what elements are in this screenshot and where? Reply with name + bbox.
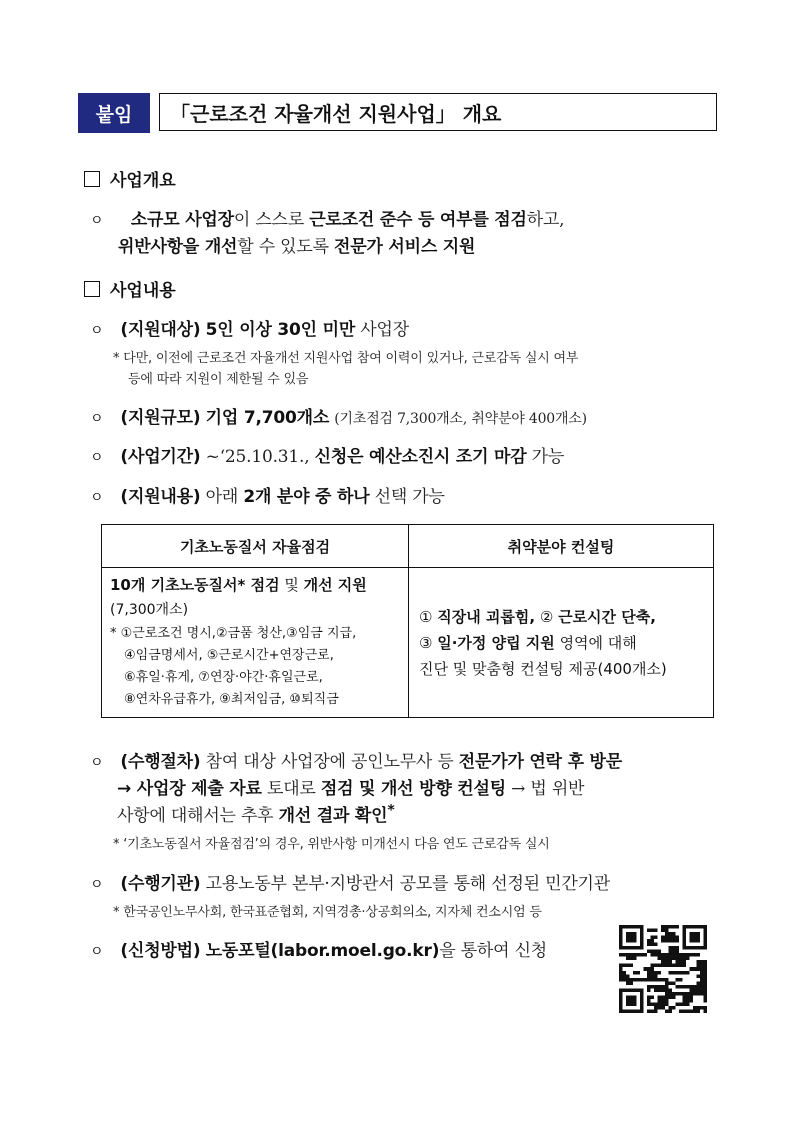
period-line: ㅇ (사업기간) ~‘25.10.31., 신청은 예산소진시 조기 마감 가능	[90, 447, 565, 467]
bullet-icon: ㅇ	[90, 411, 104, 427]
table-cell-consulting: ① 직장내 괴롭힘, ② 근로시간 단축, ③ 일·가정 양립 지원 영역에 대해 진단 및 맞춤형 컨설팅 제공(400개소)	[409, 568, 714, 718]
section-content	[84, 276, 176, 301]
basic-check-count: (7,300개소)	[110, 602, 189, 618]
procedure-note: * ‘기초노동질서 자율점검’의 경우, 위반사항 미개선시 다음 연도 근로감독 실시	[113, 837, 550, 852]
section-overview	[84, 166, 176, 191]
bullet-icon: ㅇ	[90, 490, 104, 506]
agency-line: ㅇ (수행기관) 고용노동부 본부·지방관서 공모를 통해 선정된 민간기관	[90, 874, 610, 894]
basic-check-items: * ①근로조건 명시,②금품 청산,③임금 지급, ④임금명세서, ⑤근로시간+연장근로, ⑥휴일·휴게, ⑦연장·야간·휴일근로, ⑧연차유급휴가, ⑨최저임금, ⑩퇴직금	[110, 626, 357, 707]
page-title: 「근로조건 자율개선 지원사업」 개요	[159, 93, 717, 131]
procedure-line-3: 사항에 대해서는 추후 개선 결과 확인*	[117, 802, 395, 826]
bullet-icon: ㅇ	[90, 450, 104, 466]
basic-check-title: 10개 기초노동질서* 점검 및 개선 지원	[110, 576, 367, 594]
procedure-line-2: → 사업장 제출 자료 토대로 점검 및 개선 방향 컨설팅 → 법 위반	[117, 779, 585, 799]
qr-code-icon[interactable]	[619, 925, 707, 1013]
target-note-1: * 다만, 이전에 근로조건 자율개선 지원사업 참여 이력이 있거나, 근로감독 실시 여부	[113, 351, 579, 366]
overview-line-1: ㅇ 소규모 사업장이 스스로 근로조건 준수 등 여부를 점검하고,	[90, 210, 565, 230]
attachment-badge: 붙임	[78, 93, 150, 133]
scale-line: ㅇ (지원규모) 기업 7,700개소 (기초점검 7,300개소, 취약분야 400개소)	[90, 408, 587, 428]
table-header-consulting: 취약분야 컨설팅	[409, 525, 714, 568]
support-content-line: ㅇ (지원내용) 아래 2개 분야 중 하나 선택 가능	[90, 487, 445, 507]
agency-note: * 한국공인노무사회, 한국표준협회, 지역경총·상공회의소, 지자체 컨소시엄 등	[113, 905, 542, 920]
section-overview-label: 사업개요	[110, 171, 176, 191]
bullet-icon: ㅇ	[90, 323, 104, 339]
apply-line: ㅇ (신청방법) 노동포털(labor.moel.go.kr)을 통하여 신청	[90, 941, 548, 961]
procedure-line-1: ㅇ (수행절차) 참여 대상 사업장에 공인노무사 등 전문가가 연락 후 방문	[90, 752, 622, 772]
target-line: ㅇ (지원대상) 5인 이상 30인 미만 사업장	[90, 320, 409, 340]
section-content-label: 사업내용	[110, 281, 176, 301]
overview-line-2: 위반사항을 개선할 수 있도록 전문가 서비스 지원	[118, 237, 476, 257]
checkbox-icon	[84, 171, 100, 187]
bullet-icon: ㅇ	[90, 755, 104, 771]
table-header-basic-check: 기초노동질서 자율점검	[102, 525, 409, 568]
bullet-icon: ㅇ	[90, 944, 104, 960]
table-cell-basic-check	[102, 568, 409, 718]
bullet-icon: ㅇ	[90, 213, 104, 229]
target-note-2: 등에 따라 지원이 제한될 수 있음	[128, 372, 309, 387]
checkbox-icon	[84, 281, 100, 297]
support-table	[101, 524, 714, 718]
bullet-icon: ㅇ	[90, 877, 104, 893]
